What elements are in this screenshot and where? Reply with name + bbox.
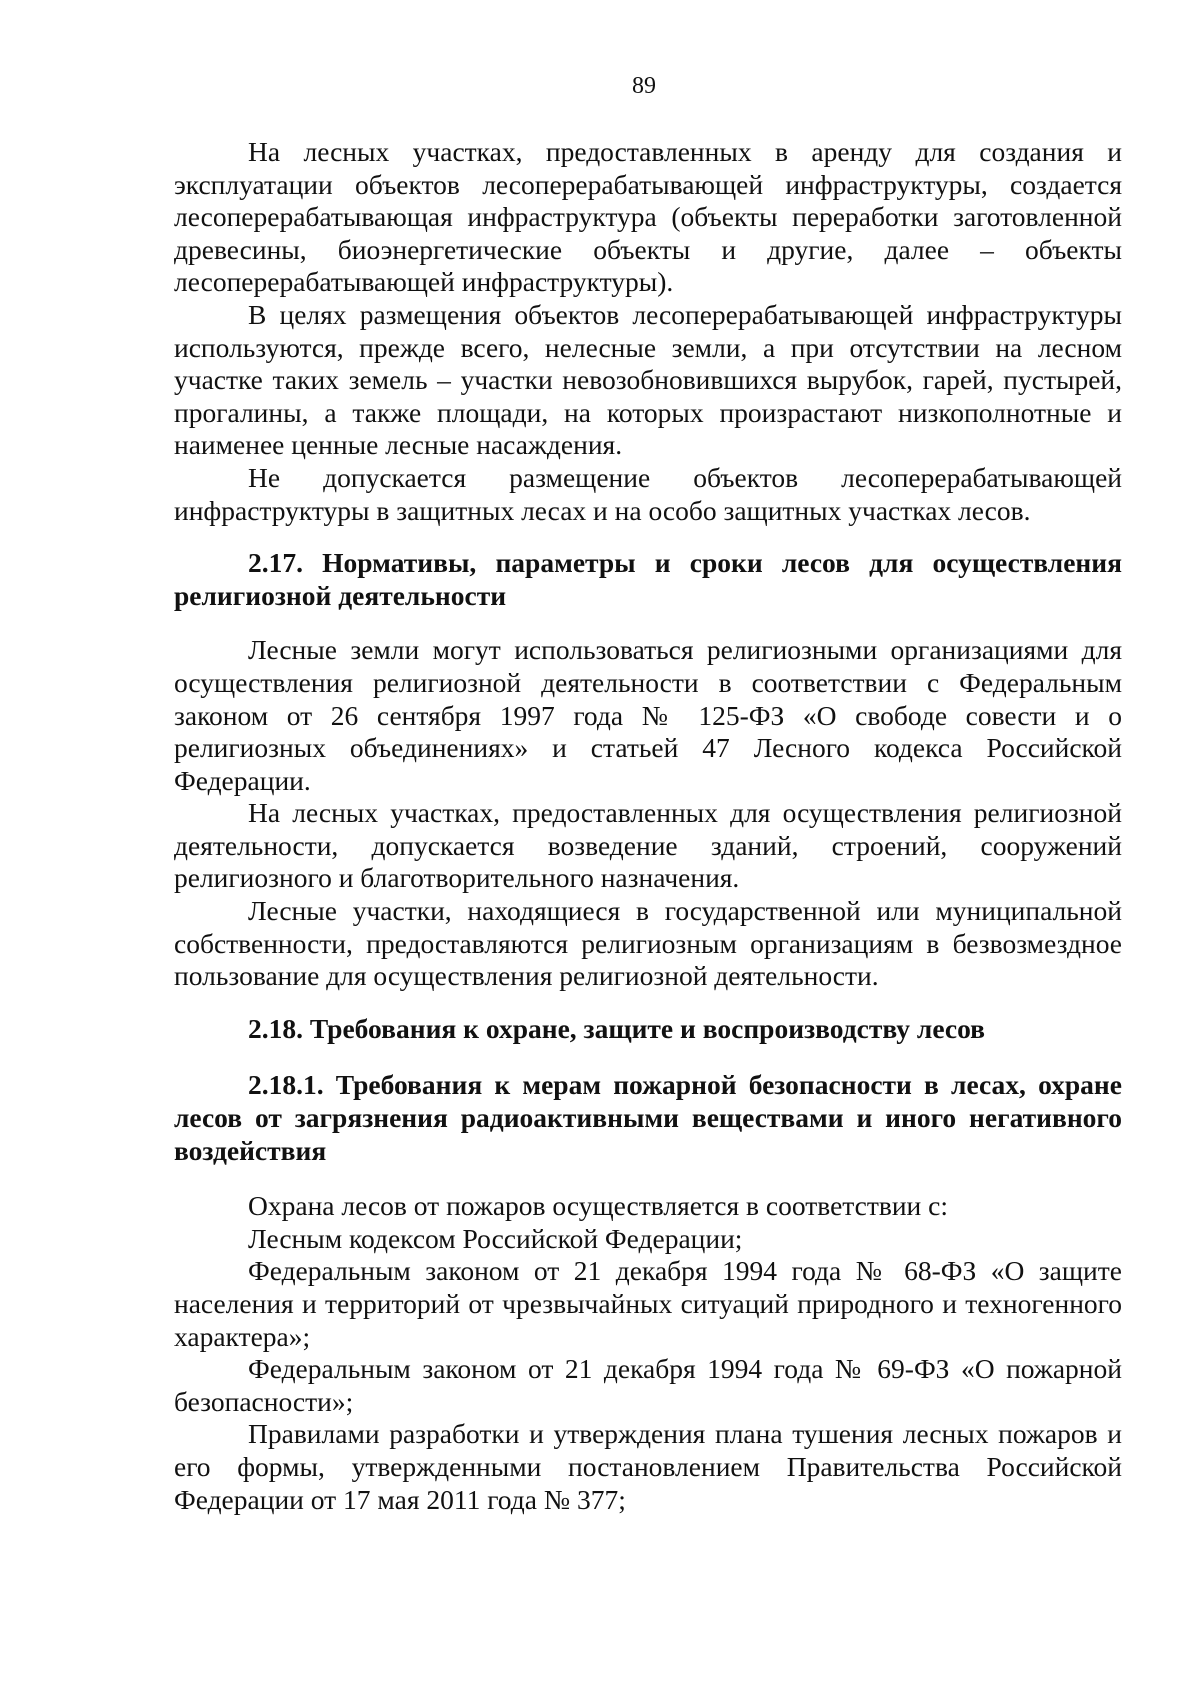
paragraph: Охрана лесов от пожаров осуществляется в соответствии с: xyxy=(248,1190,948,1222)
paragraph: Правилами разработки и утверждения плана тушения лесных пожаров и его формы, утвержденными постановлением Правительства Российской Федерации от 17 мая 2011 года № 377; xyxy=(174,1418,1122,1515)
paragraph: Федеральным законом от 21 декабря 1994 года № 68-ФЗ «О защите населения и территорий от чрезвычайных ситуаций природного и техногенного характера»; xyxy=(174,1255,1122,1352)
section-heading-2-18-1: 2.18.1. Требования к мерам пожарной безопасности в лесах, охране лесов от загрязнения радиоактивными веществами и иного негативного воздействия xyxy=(174,1069,1122,1166)
document-body xyxy=(174,136,1122,1516)
paragraph: Федеральным законом от 21 декабря 1994 года № 69-ФЗ «О пожарной безопасности»; xyxy=(174,1353,1122,1417)
paragraph: Не допускается размещение объектов лесоперерабатывающей инфраструктуры в защитных лесах и на особо защитных участках лесов. xyxy=(174,461,1122,526)
paragraph: В целях размещения объектов лесоперерабатывающей инфраструктуры используются, прежде всего, нелесные земли, а при отсутствии на лесном участке таких земель – участки невозобновившихся вырубок, гарей, пустырей, прогалины, а также площади, на которых произрастают низкополнотные и наименее ценные лесные насаждения. xyxy=(174,298,1122,461)
paragraph: Лесные участки, находящиеся в государственной или муниципальной собственности, предоставляются религиозным организациям в безвозмездное пользование для осуществления религиозной деятельности. xyxy=(174,895,1122,992)
paragraph: На лесных участках, предоставленных для осуществления религиозной деятельности, допускается возведение зданий, строений, сооружений религиозного и благотворительного назначения. xyxy=(174,797,1122,894)
section-heading-2-17: 2.17. Нормативы, параметры и сроки лесов для осуществления религиозной деятельности xyxy=(174,547,1122,611)
section-heading-2-18: 2.18. Требования к охране, защите и воспроизводству лесов xyxy=(248,1012,985,1044)
paragraph: Лесные земли могут использоваться религиозными организациями для осуществления религиозной деятельности в соответствии с Федеральным законом от 26 сентября 1997 года № 125-ФЗ «О свободе совести и о религиозных объединениях» и статьей 47 Лесного кодекса Российской Федерации. xyxy=(174,634,1122,796)
paragraph: Лесным кодексом Российской Федерации; xyxy=(248,1222,743,1254)
paragraph: На лесных участках, предоставленных в аренду для создания и эксплуатации объектов лесоперерабатывающей инфраструктуры, создается лесоперерабатывающая инфраструктура (объекты переработки заготовленной древесины, биоэнергетические объекты и другие, далее – объекты лесоперерабатывающей инфраструктуры). xyxy=(174,136,1122,298)
page-number: 89 xyxy=(632,73,656,99)
